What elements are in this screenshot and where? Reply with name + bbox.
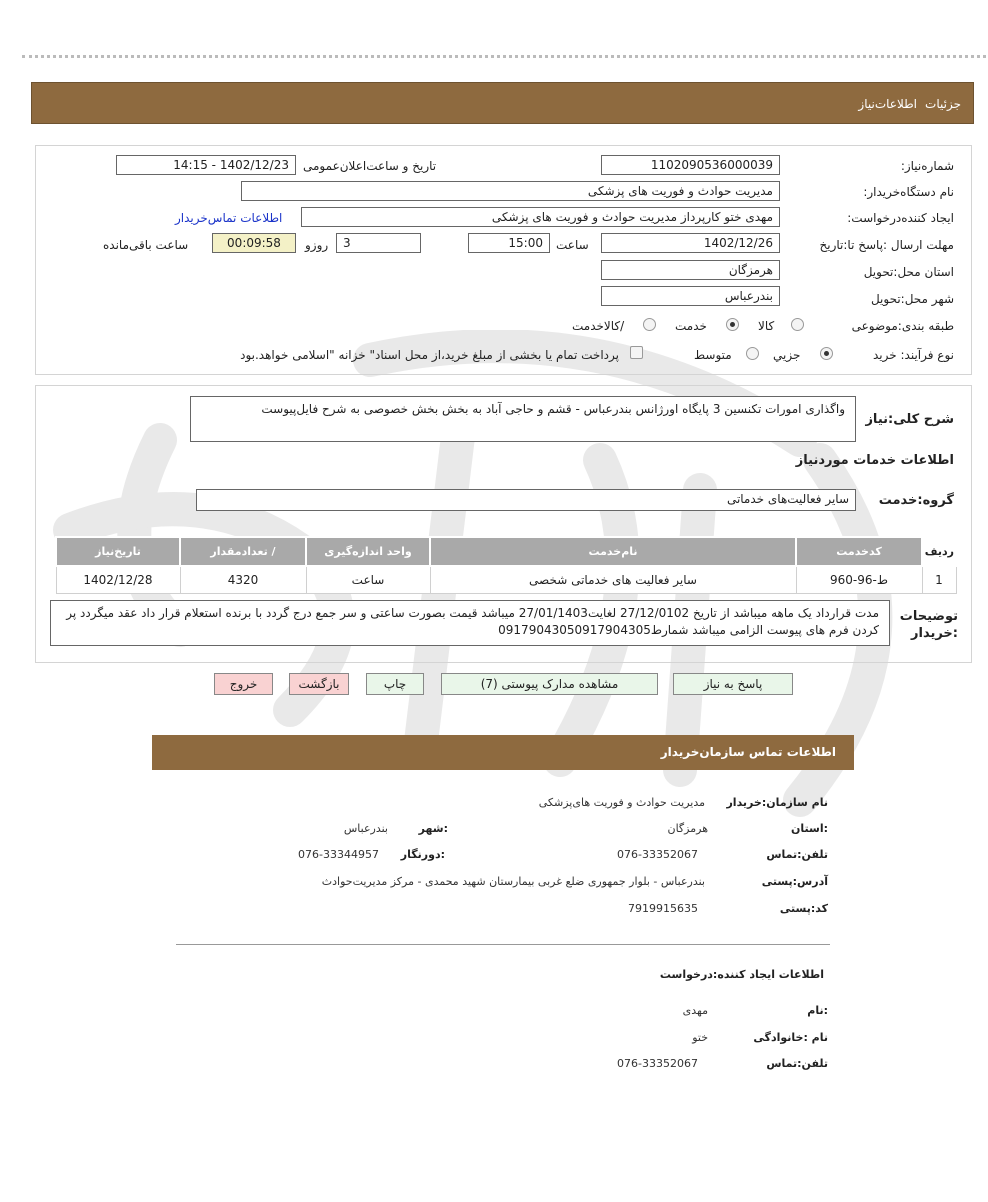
creator-name-value: مهدی [682, 1004, 708, 1017]
province-field: هرمزگان [601, 260, 780, 280]
category-goods-service-label: /کالاخدمت [572, 319, 625, 333]
exit-button[interactable]: خروج [214, 673, 273, 695]
org-name-value: مدیریت حوادث و فوریت های‌پزشکی [538, 796, 705, 809]
table-header-row [56, 537, 956, 566]
creator-phone-value: 076-33352067 [617, 1057, 698, 1070]
service-group-label: گروه:خدمت [878, 493, 954, 508]
org-name-label: نام سازمان:خریدار [726, 796, 828, 809]
category-goods-radio[interactable] [791, 318, 804, 331]
address-value: بندرعباس - بلوار جمهوری ضلع غربی بیمارستان شهید محمدی - مرکز مدیریت‌حوادث [321, 875, 705, 888]
creator-label: ایجاد کننده‌درخواست: [847, 211, 954, 225]
deadline-date-field: 1402/12/26 [601, 233, 780, 253]
buyer-notes-label: توضیحات :خریدار [899, 609, 958, 641]
purchase-small-radio[interactable] [820, 347, 833, 360]
creator-family-value: ختو [692, 1031, 708, 1044]
cell-service-code: ط-96-960 [796, 566, 922, 594]
deadline-label: مهلت ارسال :پاسخ تا:تاریخ [819, 238, 954, 252]
phone-label: تلفن:تماس [766, 848, 828, 861]
contact-divider [176, 944, 830, 945]
cell-service-name: سایر فعالیت های خدماتی شخصی [430, 566, 796, 594]
postal-code-value: 7919915635 [628, 902, 698, 915]
col-unit: واحد اندازه‌گیری [306, 537, 430, 566]
remaining-time-field: 00:09:58 [212, 233, 296, 253]
cell-need-date: 1402/12/28 [56, 566, 180, 594]
city-field: بندرعباس [601, 286, 780, 306]
services-table [55, 536, 957, 594]
treasury-payment-note: پرداخت تمام یا بخشی از مبلغ خرید،از محل اسناد" خزانه "اسلامی خواهد.بود [240, 348, 619, 362]
table-row [56, 566, 956, 594]
header-bar [31, 82, 974, 124]
description-label: شرح کلی:نیاز [865, 412, 954, 427]
tab-need-info[interactable]: اطلاعات‌نیاز [858, 97, 917, 111]
print-button[interactable]: چاپ [366, 673, 424, 695]
creator-family-label: نام :خانوادگی [753, 1031, 828, 1044]
announce-label: تاریخ و ساعت‌اعلان‌عمومی [303, 159, 437, 173]
category-label: طبقه بندی:موضوعی [851, 319, 954, 333]
category-service-label: خدمت [675, 319, 707, 333]
cell-row: 1 [922, 566, 956, 594]
need-number-field: 1102090536000039 [601, 155, 780, 175]
time-label: ساعت [556, 238, 589, 252]
buyer-contact-link[interactable]: اطلاعات تماس‌خریدار [175, 211, 283, 225]
cell-unit: ساعت [306, 566, 430, 594]
col-service-name: نام‌خدمت [430, 537, 796, 566]
days-label: روزو [305, 238, 329, 252]
view-attachments-button[interactable]: مشاهده مدارک پیوستی (7) [441, 673, 658, 695]
service-group-field: سایر فعالیت‌های خدماتی [196, 489, 856, 511]
province-label: استان محل:تحویل [863, 265, 954, 279]
purchase-small-label: جزیي [773, 348, 801, 362]
buyer-org-field: مدیریت حوادث و فوریت های پزشکی [241, 181, 780, 201]
province-info-label: :استان [791, 822, 828, 835]
back-button[interactable]: بازگشت [289, 673, 349, 695]
category-goods-label: کالا [758, 319, 775, 333]
days-field: 3 [336, 233, 421, 253]
col-service-code: کدخدمت [796, 537, 922, 566]
purchase-type-label: نوع فرآیند: خرید [873, 348, 954, 362]
category-service-radio[interactable] [726, 318, 739, 331]
fax-value: 076-33344957 [298, 848, 379, 861]
creator-info-title: اطلاعات ایجاد کننده:درخواست [659, 968, 824, 981]
fax-label: :دورنگار [400, 848, 445, 861]
treasury-payment-checkbox[interactable] [630, 346, 643, 359]
tab-details[interactable]: جزئیات [925, 97, 961, 111]
need-info-panel [35, 145, 972, 375]
reply-button[interactable]: پاسخ به نیاز [673, 673, 793, 695]
top-divider [22, 55, 986, 58]
col-row: ردیف [922, 537, 956, 566]
city-info-label: :شهر [418, 822, 448, 835]
phone-value: 076-33352067 [617, 848, 698, 861]
buyer-notes-field: مدت قرارداد یک ماهه میباشد از تاریخ 27/12/0102 لغایت27/01/1403 میباشد قیمت بصورت ساعتی و سر جمع درج گردد با برنده استعلام قرار داد عقد میگردد پر کردن فرم های پیوست الزامی میباشد شمارط09179043050917904305 [50, 600, 890, 646]
description-field: واگذاری امورات تکنسین 3 پایگاه اورژانس بندرعباس - قشم و حاجی آباد به بخش بخش خصوصی به شرح فایل‌پیوست [190, 396, 856, 442]
services-title: اطلاعات خدمات موردنیاز [795, 453, 954, 468]
address-label: آدرس:پستی [761, 875, 828, 888]
province-info-value: هرمزگان [667, 822, 708, 835]
remaining-label: ساعت باقی‌مانده [103, 238, 189, 252]
postal-code-label: کد:پستی [779, 902, 828, 915]
buyer-contact-header [152, 735, 854, 770]
creator-name-label: :نام [807, 1004, 828, 1017]
cell-quantity: 4320 [180, 566, 306, 594]
creator-field: مهدی ختو کارپرداز مدیریت حوادث و فوریت های پزشکی [301, 207, 780, 227]
buyer-org-label: نام دستگاه‌خریدار: [863, 185, 954, 199]
announce-field: 1402/12/23 - 14:15 [116, 155, 296, 175]
col-quantity: / تعدادمقدار [180, 537, 306, 566]
category-goods-service-radio[interactable] [643, 318, 656, 331]
purchase-medium-radio[interactable] [746, 347, 759, 360]
col-need-date: تاریخ‌نیاز [56, 537, 180, 566]
need-number-label: شماره‌نیاز: [900, 159, 954, 173]
creator-phone-label: تلفن:تماس [766, 1057, 828, 1070]
buyer-contact-title: اطلاعات تماس سازمان‌خریدار [660, 745, 836, 759]
city-info-value: بندرعباس [343, 822, 388, 835]
city-label: شهر محل:تحویل [870, 292, 954, 306]
purchase-medium-label: متوسط [694, 348, 732, 362]
deadline-time-field: 15:00 [468, 233, 550, 253]
